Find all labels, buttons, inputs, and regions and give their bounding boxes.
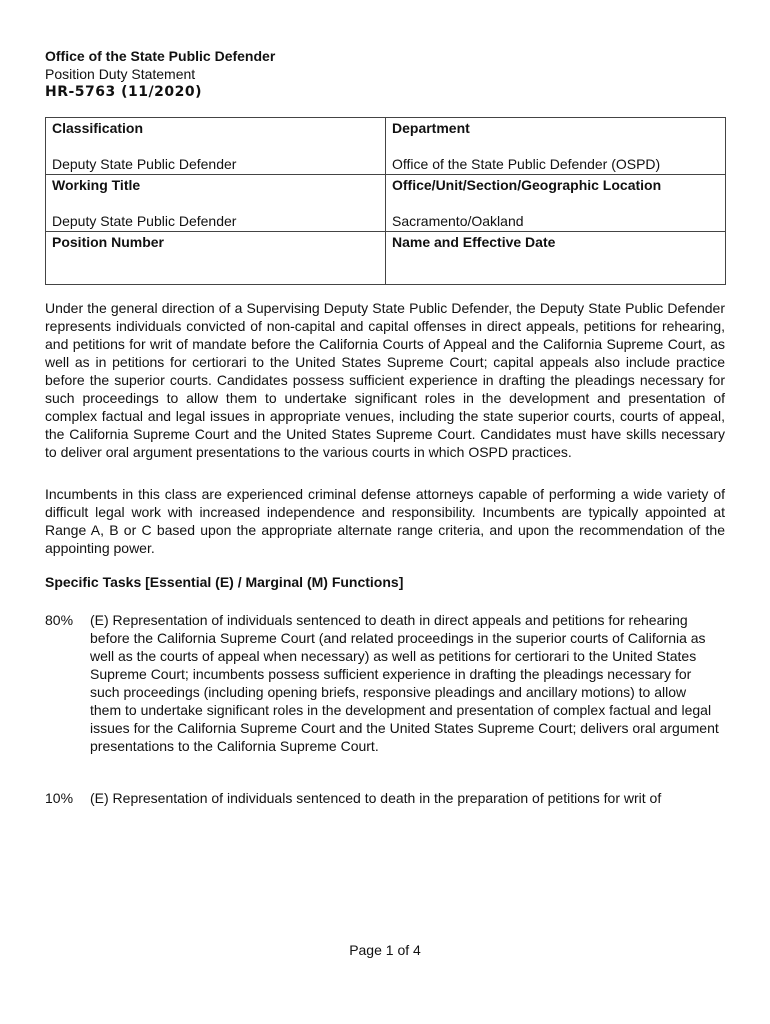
task-text: (E) Representation of individuals sentenced to death in the preparation of petitions for writ of (90, 790, 662, 806)
location-label: Office/Unit/Section/Geographic Location (392, 177, 662, 193)
name-date-cell (386, 232, 726, 285)
task-percent: 80% (45, 612, 74, 628)
position-info-table (45, 117, 726, 285)
classification-cell (46, 118, 386, 175)
working-title-label: Working Title (52, 177, 141, 193)
position-number-label: Position Number (52, 234, 165, 250)
location-cell (386, 175, 726, 232)
classification-value: Deputy State Public Defender (52, 156, 237, 172)
organization-name: Office of the State Public Defender (45, 48, 276, 64)
department-label: Department (392, 120, 470, 136)
document-header (45, 47, 275, 101)
description-paragraph-2: Incumbents in this class are experienced criminal defense attorneys capable of performing a wide variety of difficult legal work with increased independence and responsibility. Incumbents are typically appointed at Range A, B or C based upon the appropriate alternate range criteria, and upon the recommendation of the appointing power. (45, 486, 725, 556)
working-title-cell (46, 175, 386, 232)
working-title-value: Deputy State Public Defender (52, 213, 237, 229)
page-number: Page 1 of 4 (349, 942, 421, 958)
task-percent: 10% (45, 790, 74, 806)
location-value: Sacramento/Oakland (392, 213, 524, 229)
department-cell (386, 118, 726, 175)
tasks-heading: Specific Tasks [Essential (E) / Marginal (M) Functions] (45, 574, 404, 590)
task-text: (E) Representation of individuals sentenced to death in direct appeals and petitions for rehearing before the California Supreme Court (and related proceedings in the superior courts of California as well as the courts of appeal when necessary) as well as petitions for certiorari to the United States Supreme Court; incumbents possess sufficient experience in drafting the pleadings necessary for such proceedings (including opening briefs, responsive pleadings and ancillary motions) to allow them to undertake significant roles in the development and presentation of complex factual and legal issues for the California Supreme Court and the United States Supreme Court; delivers oral argument presentations to the California Supreme Court. (90, 612, 719, 754)
form-number: HR-5763 (11/2020) (45, 84, 203, 100)
department-value: Office of the State Public Defender (OSPD) (392, 156, 661, 172)
position-number-cell (46, 232, 386, 285)
description-paragraph-1: Under the general direction of a Supervising Deputy State Public Defender, the Deputy State Public Defender represents individuals convicted of non-capital and capital offenses in direct appeals, petitions for rehearing, and petitions for writ of mandate before the California Courts of Appeal and the California Supreme Court, as well as in petitions for certiorari to the United States Supreme Court; capital appeals also include practice before the superior courts. Candidates possess sufficient experience in drafting the pleadings necessary for such proceedings to allow them to undertake significant roles in the development and presentation of complex factual and legal issues in appropriate venues, including the state superior courts, courts of appeal, the California Supreme Court and the United States Supreme Court. Candidates must have skills necessary to deliver oral argument presentations to the various courts in which OSPD practices. (45, 300, 725, 460)
document-title: Position Duty Statement (45, 66, 196, 82)
classification-label: Classification (52, 120, 144, 136)
name-date-label: Name and Effective Date (392, 234, 556, 250)
